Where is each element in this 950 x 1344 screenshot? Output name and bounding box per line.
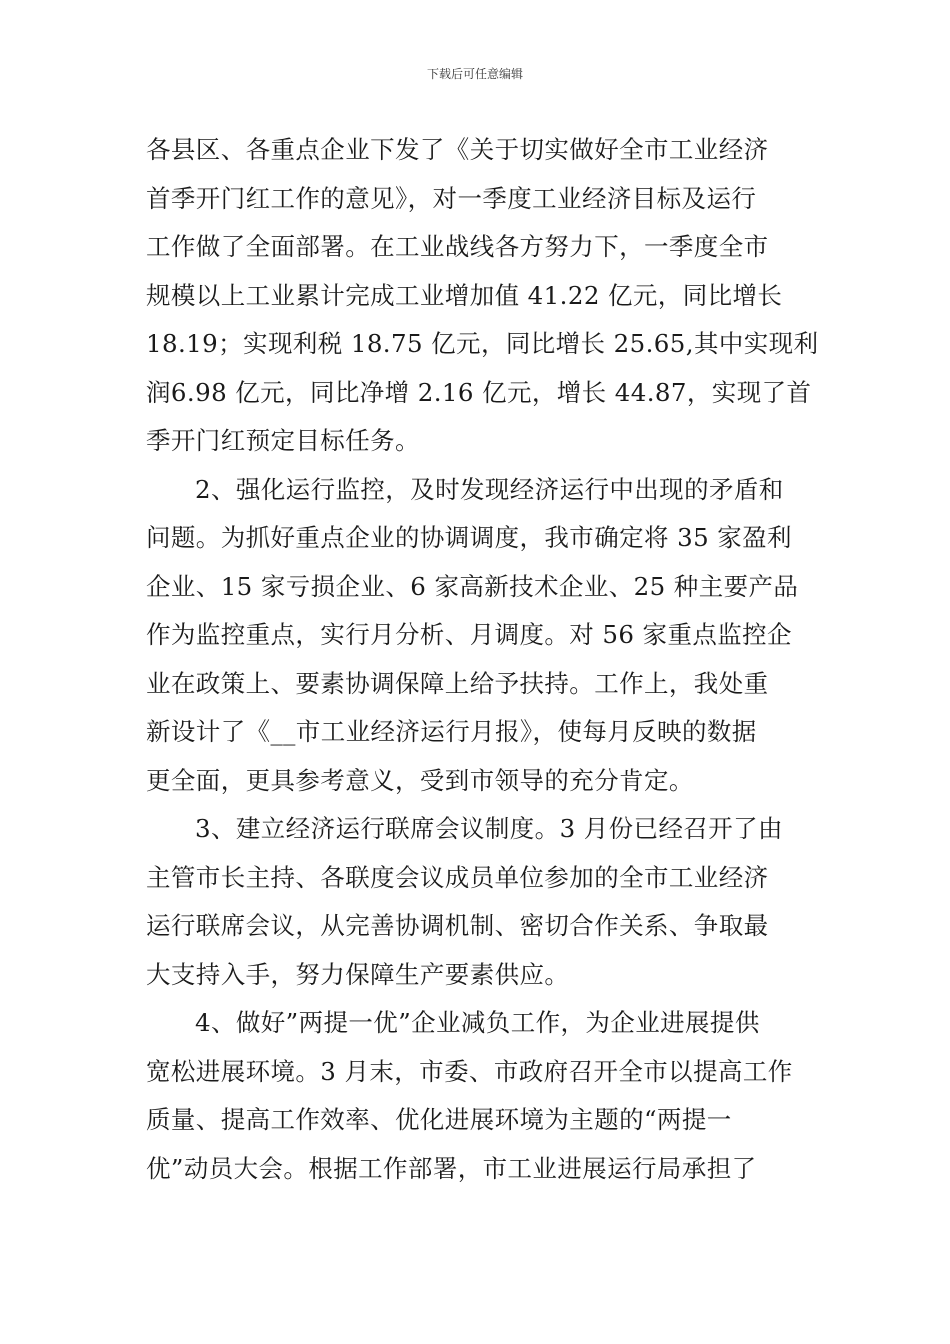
text-line: 规模以上工业累计完成工业增加值 41.22 亿元，同比增长 [146,280,783,310]
document-body [146,126,819,1193]
text-line: 业在政策上、要素协调保障上给予扶持。工作上，我处重 [146,668,769,698]
text-line: 优”动员大会。根据工作部署，市工业进展运行局承担了 [146,1153,757,1183]
text-line: 工作做了全面部署。在工业战线各方努力下，一季度全市 [146,232,769,261]
page-header: 下载后可任意编辑 [426,67,523,81]
text-line: 润6.98 亿元，同比净增 2.16 亿元，增长 44.87，实现了首 [146,377,812,407]
text-line: 18.19；实现利税 18.75 亿元，同比增长 25.65,其中实现利 [146,329,819,358]
paragraph-start-line: 4、做好”两提一优”企业减负工作，为企业进展提供 [195,1008,760,1037]
text-line: 季开门红预定目标任务。 [146,426,420,455]
text-line: 质量、提高工作效率、优化进展环境为主题的“两提一 [146,1105,732,1134]
paragraph-start-line: 3、建立经济运行联席会议制度。3 月份已经召开了由 [195,814,783,843]
paragraph-start-line: 2、强化运行监控，及时发现经济运行中出现的矛盾和 [195,474,784,504]
text-line: 大支持入手，努力保障生产要素供应。 [146,959,570,989]
text-line: 宽松进展环境。3 月末，市委、市政府召开全市以提高工作 [146,1056,793,1086]
text-line: 新设计了《__市工业经济运行月报》，使每月反映的数据 [146,717,757,746]
text-line: 各县区、各重点企业下发了《关于切实做好全市工业经济 [146,135,769,164]
text-line: 首季开门红工作的意见》，对一季度工业经济目标及运行 [146,183,757,213]
text-line: 主管市长主持、各联度会议成员单位参加的全市工业经济 [146,862,769,892]
text-line: 问题。为抓好重点企业的协调调度，我市确定将 35 家盈利 [146,523,792,552]
text-line: 作为监控重点，实行月分析、月调度。对 56 家重点监控企 [146,620,792,649]
text-line: 企业、15 家亏损企业、6 家高新技术企业、25 种主要产品 [146,571,799,601]
text-line: 运行联席会议，从完善协调机制、密切合作关系、争取最 [146,911,769,940]
text-line: 更全面，更具参考意义，受到市领导的充分肯定。 [146,765,694,795]
